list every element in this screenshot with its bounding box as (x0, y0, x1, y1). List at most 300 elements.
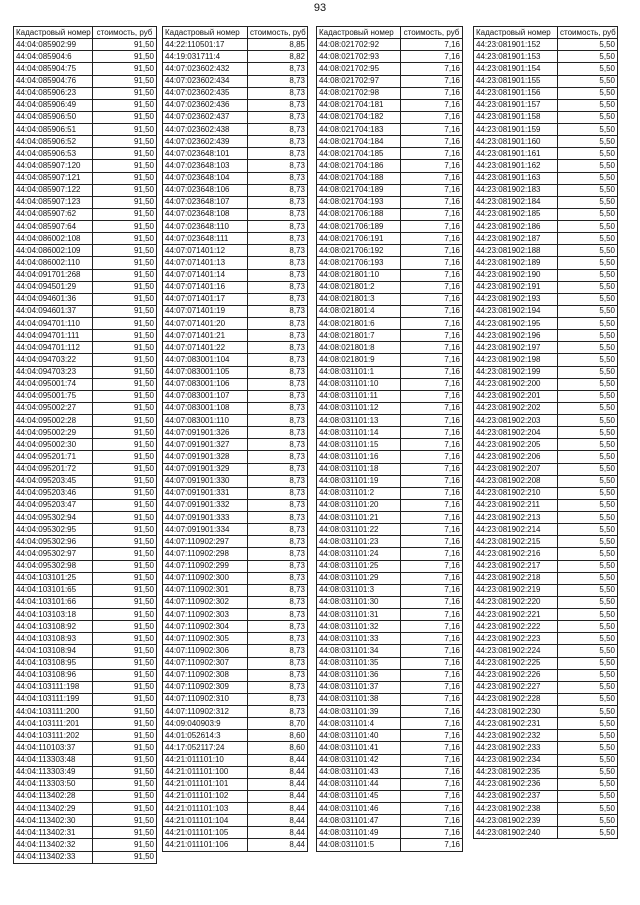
cost-cell: 8,73 (248, 208, 308, 220)
table-row (317, 305, 463, 317)
cadastral-number-cell: 44:07:083001:105 (163, 366, 248, 378)
cadastral-number-cell: 44:07:071401:17 (163, 293, 248, 305)
table-row (474, 330, 618, 342)
cadastral-number-cell: 44:23:081902:186 (474, 221, 558, 233)
cost-cell: 91,50 (93, 402, 157, 414)
cost-cell: 7,16 (401, 827, 463, 839)
cadastral-number-cell: 44:04:091701:268 (14, 269, 93, 281)
cost-cell: 91,50 (93, 621, 157, 633)
cost-cell: 91,50 (93, 524, 157, 536)
table-row (14, 390, 157, 402)
table-row (474, 657, 618, 669)
cadastral-number-cell: 44:23:081901:152 (474, 39, 558, 51)
cost-cell: 8,73 (248, 366, 308, 378)
cadastral-number-cell: 44:04:085904:76 (14, 75, 93, 87)
table-row (474, 439, 618, 451)
table-row (474, 790, 618, 802)
cost-cell: 8,73 (248, 184, 308, 196)
table-row (163, 208, 308, 220)
table-row (163, 293, 308, 305)
cost-cell: 5,50 (558, 596, 618, 608)
table-row (317, 415, 463, 427)
table-row (163, 172, 308, 184)
table-row (14, 342, 157, 354)
cadastral-number-cell: 44:04:113303:49 (14, 766, 93, 778)
cost-cell: 8,82 (248, 51, 308, 63)
cost-cell: 8,73 (248, 160, 308, 172)
column-header-number: Кадастровый номер (14, 27, 93, 39)
cadastral-number-cell: 44:08:031101:36 (317, 669, 401, 681)
cost-cell: 91,50 (93, 645, 157, 657)
cost-cell: 5,50 (558, 75, 618, 87)
table-row (14, 669, 157, 681)
cost-cell: 8,73 (248, 330, 308, 342)
table-row (317, 221, 463, 233)
cadastral-number-cell: 44:08:021704:184 (317, 136, 401, 148)
table-row (14, 815, 157, 827)
cadastral-number-cell: 44:07:110902:305 (163, 633, 248, 645)
table-row (163, 342, 308, 354)
table-row (474, 257, 618, 269)
table-row (317, 584, 463, 596)
cadastral-number-cell: 44:23:081902:189 (474, 257, 558, 269)
cadastral-number-cell: 44:07:110902:298 (163, 548, 248, 560)
table-row (474, 160, 618, 172)
cost-cell: 8,73 (248, 354, 308, 366)
cadastral-number-cell: 44:04:085907:62 (14, 208, 93, 220)
cadastral-number-cell: 44:23:081902:240 (474, 827, 558, 839)
cost-cell: 91,50 (93, 269, 157, 281)
cost-cell: 5,50 (558, 730, 618, 742)
cadastral-number-cell: 44:08:031101:42 (317, 754, 401, 766)
table-row (163, 451, 308, 463)
table-row (317, 318, 463, 330)
cost-cell: 5,50 (558, 463, 618, 475)
table-row (317, 366, 463, 378)
cadastral-number-cell: 44:08:021706:191 (317, 233, 401, 245)
cost-cell: 7,16 (401, 439, 463, 451)
cost-cell: 5,50 (558, 754, 618, 766)
cadastral-number-cell: 44:04:095302:98 (14, 560, 93, 572)
cost-cell: 91,50 (93, 233, 157, 245)
table-row (317, 245, 463, 257)
table-row (474, 706, 618, 718)
cost-cell: 7,16 (401, 233, 463, 245)
cost-cell: 5,50 (558, 293, 618, 305)
table-row (14, 851, 157, 863)
cost-cell: 91,50 (93, 196, 157, 208)
table-row (317, 512, 463, 524)
cost-cell: 7,16 (401, 148, 463, 160)
cost-cell: 8,44 (248, 778, 308, 790)
cost-cell: 91,50 (93, 693, 157, 705)
cadastral-number-cell: 44:07:110902:303 (163, 609, 248, 621)
cost-cell: 8,73 (248, 378, 308, 390)
cost-cell: 8,73 (248, 257, 308, 269)
cadastral-number-cell: 44:07:071401:21 (163, 330, 248, 342)
table-row (163, 803, 308, 815)
cost-cell: 91,50 (93, 754, 157, 766)
table-row (14, 269, 157, 281)
cadastral-number-cell: 44:07:110902:301 (163, 584, 248, 596)
table-row (14, 487, 157, 499)
cost-cell: 91,50 (93, 293, 157, 305)
column-header-number: Кадастровый номер (317, 27, 401, 39)
cost-cell: 7,16 (401, 609, 463, 621)
table-row (474, 693, 618, 705)
cadastral-number-cell: 44:23:081902:223 (474, 633, 558, 645)
cadastral-number-cell: 44:23:081902:230 (474, 706, 558, 718)
cost-cell: 8,73 (248, 536, 308, 548)
cadastral-number-cell: 44:07:071401:20 (163, 318, 248, 330)
table-row (317, 657, 463, 669)
cost-cell: 5,50 (558, 790, 618, 802)
table-row (14, 706, 157, 718)
table-row (317, 730, 463, 742)
cadastral-number-cell: 44:23:081902:193 (474, 293, 558, 305)
table-row (163, 584, 308, 596)
table-row (317, 39, 463, 51)
cost-cell: 7,16 (401, 584, 463, 596)
cost-cell: 7,16 (401, 281, 463, 293)
cadastral-number-cell: 44:08:031101:10 (317, 378, 401, 390)
cost-cell: 8,73 (248, 305, 308, 317)
table-row (474, 681, 618, 693)
cadastral-number-cell: 44:23:081901:161 (474, 148, 558, 160)
table-row (474, 645, 618, 657)
table-row (14, 657, 157, 669)
cadastral-number-cell: 44:04:085906:51 (14, 124, 93, 136)
cadastral-number-cell: 44:07:023602:437 (163, 111, 248, 123)
cost-cell: 5,50 (558, 621, 618, 633)
cost-cell: 8,73 (248, 524, 308, 536)
cadastral-number-cell: 44:07:023648:104 (163, 172, 248, 184)
table-row (317, 572, 463, 584)
cost-cell: 91,50 (93, 657, 157, 669)
cadastral-number-cell: 44:08:021706:192 (317, 245, 401, 257)
table-row (163, 305, 308, 317)
table-row (14, 609, 157, 621)
cadastral-number-cell: 44:23:081902:226 (474, 669, 558, 681)
table-row (474, 536, 618, 548)
cadastral-number-cell: 44:23:081902:210 (474, 487, 558, 499)
cost-cell: 8,85 (248, 39, 308, 51)
cadastral-number-cell: 44:07:023648:103 (163, 160, 248, 172)
table-row (317, 378, 463, 390)
cadastral-number-cell: 44:04:103111:201 (14, 718, 93, 730)
cadastral-number-cell: 44:04:095302:94 (14, 512, 93, 524)
cadastral-number-cell: 44:04:085904:6 (14, 51, 93, 63)
table-row (14, 596, 157, 608)
table-row (317, 342, 463, 354)
cost-cell: 7,16 (401, 451, 463, 463)
cadastral-number-cell: 44:07:110902:306 (163, 645, 248, 657)
cost-cell: 7,16 (401, 318, 463, 330)
cost-cell: 5,50 (558, 427, 618, 439)
cost-cell: 8,44 (248, 827, 308, 839)
cost-cell: 5,50 (558, 305, 618, 317)
table-row (317, 548, 463, 560)
table-row (474, 633, 618, 645)
table-row (474, 184, 618, 196)
table-row (14, 790, 157, 802)
cadastral-number-cell: 44:07:083001:106 (163, 378, 248, 390)
cost-cell: 91,50 (93, 87, 157, 99)
cadastral-number-cell: 44:23:081902:231 (474, 718, 558, 730)
cadastral-number-cell: 44:07:110902:309 (163, 681, 248, 693)
cost-cell: 5,50 (558, 706, 618, 718)
cost-cell: 8,73 (248, 669, 308, 681)
table-row (474, 318, 618, 330)
cost-cell: 8,73 (248, 196, 308, 208)
cadastral-number-cell: 44:23:081902:198 (474, 354, 558, 366)
cost-cell: 5,50 (558, 378, 618, 390)
cost-cell: 7,16 (401, 487, 463, 499)
cadastral-number-cell: 44:23:081902:213 (474, 512, 558, 524)
cadastral-number-cell: 44:23:081902:235 (474, 766, 558, 778)
cost-cell: 5,50 (558, 208, 618, 220)
table-row (317, 669, 463, 681)
cadastral-number-cell: 44:04:095302:95 (14, 524, 93, 536)
cadastral-number-cell: 44:23:081901:155 (474, 75, 558, 87)
cadastral-number-cell: 44:07:110902:308 (163, 669, 248, 681)
cost-cell: 5,50 (558, 536, 618, 548)
cost-cell: 5,50 (558, 99, 618, 111)
table-row (14, 839, 157, 851)
cadastral-number-cell: 44:08:031101:43 (317, 766, 401, 778)
cadastral-number-cell: 44:23:081902:207 (474, 463, 558, 475)
cadastral-number-cell: 44:08:031101:18 (317, 463, 401, 475)
table-row (163, 475, 308, 487)
table-row (474, 572, 618, 584)
cost-cell: 8,73 (248, 63, 308, 75)
cadastral-number-cell: 44:23:081902:239 (474, 815, 558, 827)
cost-cell: 91,50 (93, 366, 157, 378)
cost-cell: 8,73 (248, 293, 308, 305)
table-row (163, 51, 308, 63)
cadastral-number-cell: 44:04:095001:74 (14, 378, 93, 390)
table-row (474, 596, 618, 608)
table-row (474, 475, 618, 487)
cost-cell: 8,73 (248, 390, 308, 402)
table-row (14, 208, 157, 220)
table-row (14, 75, 157, 87)
cost-cell: 7,16 (401, 463, 463, 475)
cost-cell: 7,16 (401, 803, 463, 815)
cost-cell: 8,73 (248, 245, 308, 257)
table-row (474, 742, 618, 754)
cadastral-number-cell: 44:23:081902:216 (474, 548, 558, 560)
table-row (317, 99, 463, 111)
table-row (474, 754, 618, 766)
cadastral-number-cell: 44:04:094703:23 (14, 366, 93, 378)
cadastral-number-cell: 44:07:023648:107 (163, 196, 248, 208)
cadastral-number-cell: 44:23:081902:201 (474, 390, 558, 402)
table-row (474, 778, 618, 790)
cost-cell: 7,16 (401, 136, 463, 148)
cost-cell: 8,73 (248, 111, 308, 123)
cadastral-number-cell: 44:08:021704:189 (317, 184, 401, 196)
table-row (163, 427, 308, 439)
table-row (163, 633, 308, 645)
cost-cell: 91,50 (93, 257, 157, 269)
cadastral-number-cell: 44:04:103111:199 (14, 693, 93, 705)
table-row (14, 402, 157, 414)
cadastral-number-cell: 44:08:031101:29 (317, 572, 401, 584)
cadastral-number-cell: 44:08:021801:6 (317, 318, 401, 330)
cadastral-number-cell: 44:08:021702:92 (317, 39, 401, 51)
cost-cell: 7,16 (401, 730, 463, 742)
table-row (317, 609, 463, 621)
table-row (474, 354, 618, 366)
cost-cell: 5,50 (558, 415, 618, 427)
cost-cell: 8,73 (248, 415, 308, 427)
cadastral-number-cell: 44:08:031101:40 (317, 730, 401, 742)
cost-cell: 5,50 (558, 451, 618, 463)
table-row (474, 87, 618, 99)
cost-cell: 91,50 (93, 427, 157, 439)
cadastral-number-cell: 44:08:031101:19 (317, 475, 401, 487)
table-row (14, 548, 157, 560)
table-row (474, 366, 618, 378)
cadastral-number-cell: 44:04:103108:95 (14, 657, 93, 669)
table-row (474, 621, 618, 633)
cadastral-number-cell: 44:21:011101:104 (163, 815, 248, 827)
table-row (163, 815, 308, 827)
cost-cell: 91,50 (93, 548, 157, 560)
cadastral-number-cell: 44:04:103101:66 (14, 596, 93, 608)
cost-cell: 91,50 (93, 99, 157, 111)
cadastral-table-4 (473, 26, 618, 839)
cost-cell: 8,73 (248, 499, 308, 511)
cost-cell: 7,16 (401, 645, 463, 657)
cadastral-number-cell: 44:07:091901:330 (163, 475, 248, 487)
cost-cell: 8,44 (248, 839, 308, 851)
cadastral-number-cell: 44:04:103108:94 (14, 645, 93, 657)
cost-cell: 8,44 (248, 766, 308, 778)
cost-cell: 5,50 (558, 87, 618, 99)
table-row (474, 136, 618, 148)
cadastral-number-cell: 44:04:094601:37 (14, 305, 93, 317)
cadastral-number-cell: 44:17:052117:24 (163, 742, 248, 754)
cost-cell: 7,16 (401, 184, 463, 196)
cost-cell: 8,73 (248, 512, 308, 524)
cost-cell: 91,50 (93, 136, 157, 148)
cost-cell: 7,16 (401, 475, 463, 487)
cadastral-number-cell: 44:07:110902:307 (163, 657, 248, 669)
cadastral-number-cell: 44:04:085907:120 (14, 160, 93, 172)
cost-cell: 7,16 (401, 378, 463, 390)
cadastral-number-cell: 44:23:081902:234 (474, 754, 558, 766)
cadastral-number-cell: 44:08:031101:30 (317, 596, 401, 608)
cost-cell: 5,50 (558, 148, 618, 160)
cadastral-number-cell: 44:23:081902:183 (474, 184, 558, 196)
cadastral-number-cell: 44:23:081902:206 (474, 451, 558, 463)
table-row (163, 184, 308, 196)
cadastral-number-cell: 44:23:081902:208 (474, 475, 558, 487)
cadastral-number-cell: 44:04:103101:65 (14, 584, 93, 596)
cost-cell: 7,16 (401, 39, 463, 51)
cadastral-table-2 (162, 26, 308, 852)
table-row (14, 621, 157, 633)
table-row (14, 524, 157, 536)
cadastral-number-cell: 44:23:081902:196 (474, 330, 558, 342)
cost-cell: 91,50 (93, 706, 157, 718)
table-row (317, 839, 463, 851)
cadastral-number-cell: 44:07:071401:19 (163, 305, 248, 317)
table-row (14, 160, 157, 172)
table-row (14, 560, 157, 572)
cadastral-number-cell: 44:04:103108:92 (14, 621, 93, 633)
cadastral-number-cell: 44:08:031101:45 (317, 790, 401, 802)
table-row (317, 87, 463, 99)
cadastral-number-cell: 44:07:071401:12 (163, 245, 248, 257)
cadastral-number-cell: 44:08:031101:32 (317, 621, 401, 633)
column-header-number: Кадастровый номер (474, 27, 558, 39)
cost-cell: 8,73 (248, 124, 308, 136)
cadastral-number-cell: 44:04:095002:27 (14, 402, 93, 414)
cadastral-number-cell: 44:08:021801:10 (317, 269, 401, 281)
cadastral-number-cell: 44:23:081902:205 (474, 439, 558, 451)
table-row (163, 754, 308, 766)
table-row (474, 269, 618, 281)
cadastral-number-cell: 44:08:031101:49 (317, 827, 401, 839)
cadastral-number-cell: 44:07:083001:108 (163, 402, 248, 414)
cost-cell: 7,16 (401, 754, 463, 766)
cost-cell: 5,50 (558, 39, 618, 51)
cost-cell: 7,16 (401, 245, 463, 257)
cadastral-number-cell: 44:08:031101:22 (317, 524, 401, 536)
cadastral-number-cell: 44:23:081902:232 (474, 730, 558, 742)
table-row (317, 706, 463, 718)
cadastral-number-cell: 44:04:113303:48 (14, 754, 93, 766)
cadastral-number-cell: 44:08:021704:181 (317, 99, 401, 111)
cost-cell: 91,50 (93, 742, 157, 754)
table-row (14, 742, 157, 754)
cadastral-number-cell: 44:07:023648:110 (163, 221, 248, 233)
cost-cell: 91,50 (93, 354, 157, 366)
table-row (474, 342, 618, 354)
cadastral-number-cell: 44:07:091901:326 (163, 427, 248, 439)
cadastral-number-cell: 44:04:094601:36 (14, 293, 93, 305)
cadastral-number-cell: 44:23:081901:163 (474, 172, 558, 184)
cadastral-number-cell: 44:04:094701:110 (14, 318, 93, 330)
cost-cell: 5,50 (558, 111, 618, 123)
table-row (14, 645, 157, 657)
cost-cell: 8,73 (248, 427, 308, 439)
cadastral-number-cell: 44:23:081901:158 (474, 111, 558, 123)
cadastral-number-cell: 44:08:031101:23 (317, 536, 401, 548)
table-row (317, 645, 463, 657)
cost-cell: 8,44 (248, 815, 308, 827)
table-row (163, 596, 308, 608)
table-row (474, 548, 618, 560)
cadastral-number-cell: 44:08:031101:13 (317, 415, 401, 427)
cost-cell: 8,73 (248, 281, 308, 293)
cost-cell: 7,16 (401, 706, 463, 718)
table-row (163, 499, 308, 511)
table-row (14, 803, 157, 815)
table-row (163, 657, 308, 669)
cadastral-number-cell: 44:04:095002:30 (14, 439, 93, 451)
table-row (14, 681, 157, 693)
cadastral-number-cell: 44:08:031101:21 (317, 512, 401, 524)
table-row (14, 766, 157, 778)
cadastral-number-cell: 44:04:095002:29 (14, 427, 93, 439)
table-header-row (474, 27, 618, 39)
table-header-row (163, 27, 308, 39)
cadastral-number-cell: 44:23:081901:162 (474, 160, 558, 172)
